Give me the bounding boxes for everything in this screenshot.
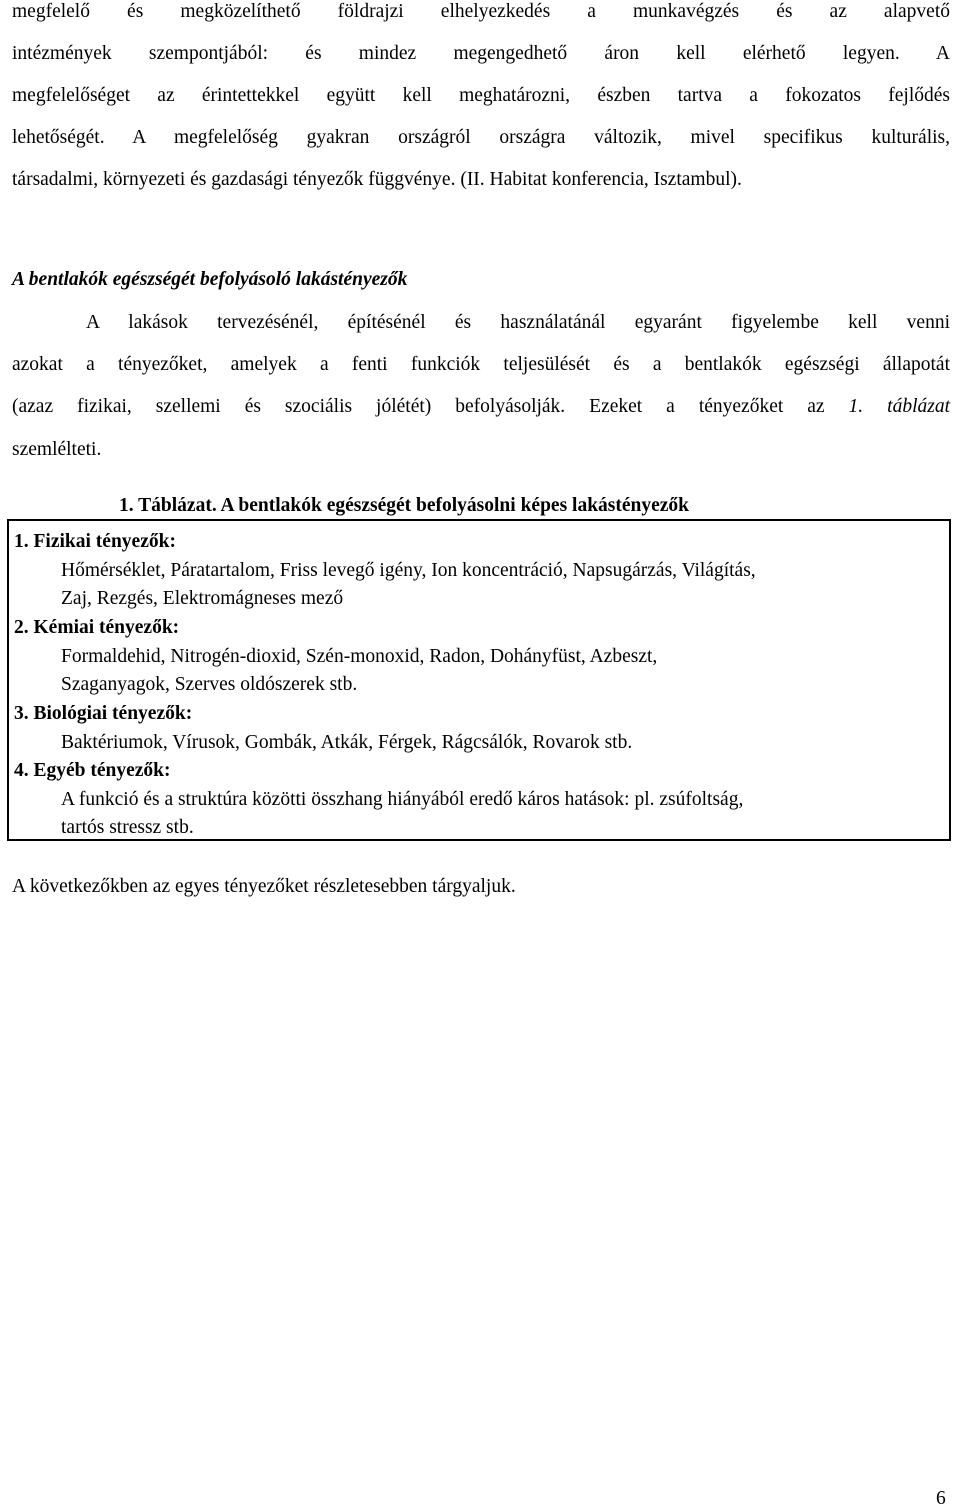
intro-line: megfelelő és megközelíthető földrajzi elhelyezkedés a munkavégzés és az alapvető: [12, 1, 950, 22]
category-items-line: Szaganyagok, Szerves oldószerek stb.: [61, 674, 358, 695]
page-number: 6: [936, 1488, 946, 1509]
category-items-line: Formaldehid, Nitrogén-dioxid, Szén-monoxid, Radon, Dohányfüst, Azbeszt,: [61, 646, 658, 667]
category-label: 1. Fizikai tényezők:: [14, 531, 176, 552]
section-line: [12, 395, 950, 419]
category-label: 4. Egyéb tényezők:: [14, 760, 171, 781]
category-items-line: Baktériumok, Vírusok, Gombák, Atkák, Férgek, Rágcsálók, Rovarok stb.: [61, 732, 633, 753]
intro-line: lehetőségét. A megfelelőség gyakran országról országra változik, mivel specifikus kulturális,: [12, 127, 950, 148]
section-heading: A bentlakók egészségét befolyásoló lakástényezők: [12, 269, 408, 290]
intro-line: intézmények szempontjából: és mindez megengedhető áron kell elérhető legyen. A: [12, 43, 950, 64]
category-items-line: Zaj, Rezgés, Elektromágneses mező: [61, 588, 344, 609]
category-label: 3. Biológiai tényezők:: [14, 703, 193, 724]
section-line: szemlélteti.: [12, 439, 102, 460]
table-title: 1. Táblázat. A bentlakók egészségét befolyásolni képes lakástényezők: [119, 495, 690, 516]
category-label: 2. Kémiai tényezők:: [14, 617, 180, 638]
category-items-line: A funkció és a struktúra közötti összhang hiányából eredő káros hatások: pl. zsúfoltság,: [61, 789, 744, 810]
factors-table: [7, 519, 951, 841]
table-reference: 1. táblázat: [848, 396, 950, 417]
section-line: azokat a tényezőket, amelyek a fenti funkciók teljesülését és a bentlakók egészségi állapotát: [12, 354, 950, 375]
intro-line: társadalmi, környezeti és gazdasági tényezők függvénye. (II. Habitat konferencia, Isztambul).: [12, 169, 742, 190]
category-items-line: Hőmérséklet, Páratartalom, Friss levegő igény, Ion koncentráció, Napsugárzás, Világítás,: [61, 560, 756, 581]
intro-line: megfelelőséget az érintettekkel együtt kell meghatározni, észben tartva a fokozatos fejlődés: [12, 85, 950, 106]
section-line-text: (azaz fizikai, szellemi és szociális jólétét) befolyásolják. Ezeket a tényezőket az: [12, 396, 849, 417]
section-line: A lakások tervezésénél, építésénél és használatánál egyaránt figyelembe kell venni: [86, 312, 950, 333]
category-items-line: tartós stressz stb.: [61, 817, 194, 838]
closing-sentence: A következőkben az egyes tényezőket részletesebben tárgyaljuk.: [12, 876, 516, 897]
